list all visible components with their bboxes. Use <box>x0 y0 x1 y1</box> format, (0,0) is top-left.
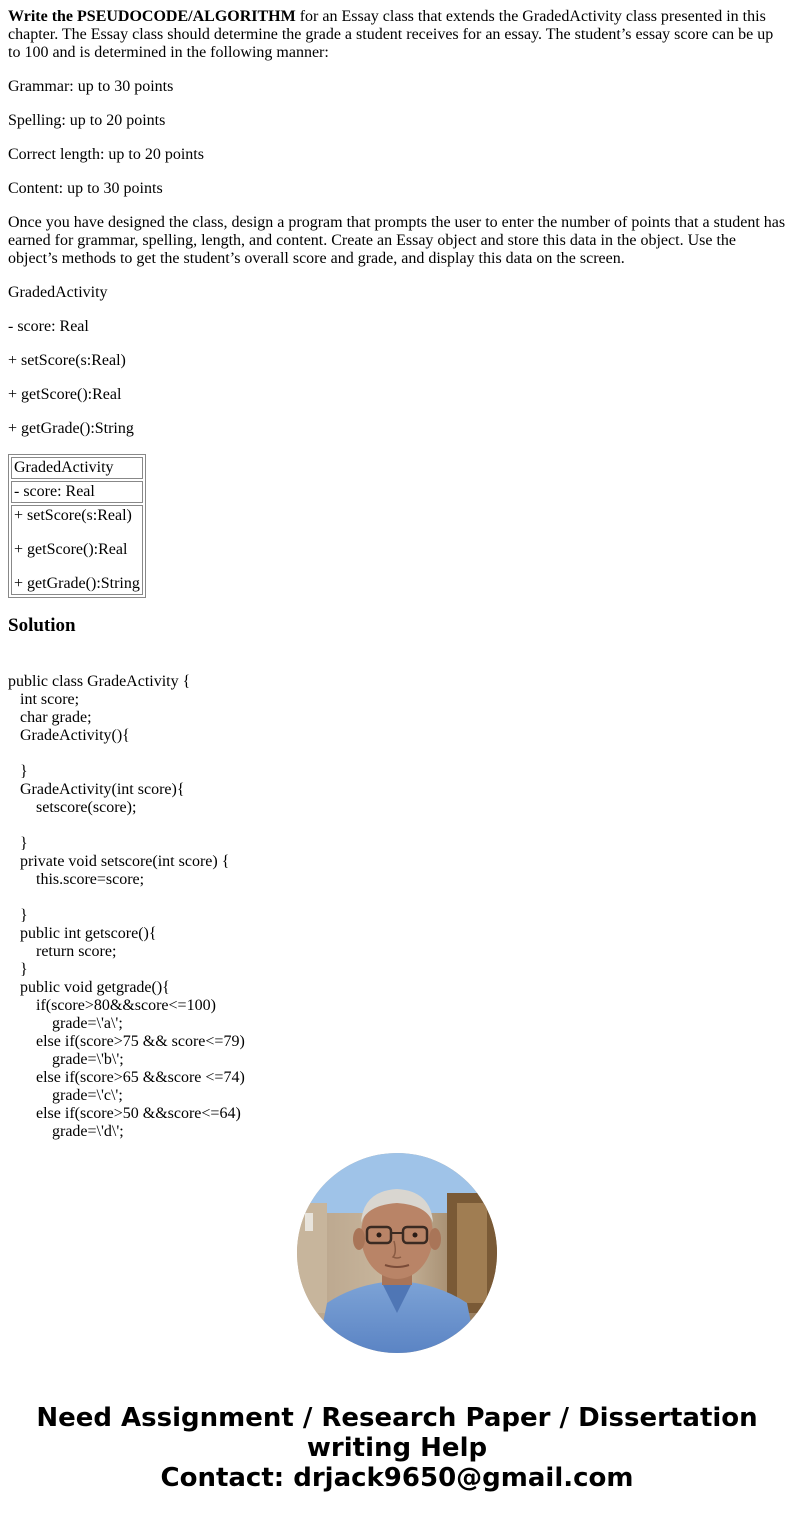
solution-code <box>8 655 786 1140</box>
uml-method: + getGrade():String <box>14 575 140 592</box>
uml-class-name: GradedActivity <box>11 457 143 479</box>
code-line <box>8 745 786 763</box>
uml-attribute: - score: Real <box>11 481 143 503</box>
code-line: } <box>8 835 28 852</box>
code-line: grade=\'b\'; <box>8 1051 124 1068</box>
code-line: grade=\'d\'; <box>8 1123 124 1140</box>
uml-method: + getScore():Real <box>14 541 128 558</box>
code-line: public class GradeActivity { <box>8 673 191 690</box>
class-line-setscore: + setScore(s:Real) <box>8 352 126 369</box>
question-intro <box>8 8 786 62</box>
class-line-attribute: - score: Real <box>8 318 89 335</box>
promo-banner <box>0 1403 794 1493</box>
code-line: this.score=score; <box>8 871 145 888</box>
uml-methods <box>11 505 143 595</box>
tutor-photo <box>297 1153 497 1353</box>
criterion-length: Correct length: up to 20 points <box>8 146 204 163</box>
code-line: GradeActivity(int score){ <box>8 781 185 798</box>
code-line <box>8 817 786 835</box>
code-line: return score; <box>8 943 117 960</box>
uml-class-table <box>8 454 146 598</box>
question-intro-text: for an Essay class that extends the GradedActivity class presented in this chapter. The Essay class should determine the grade a student receives for an essay. The student’s essay score can be up to 100 and is determined in the following manner: <box>8 8 774 61</box>
code-line: public void getgrade(){ <box>8 979 170 996</box>
code-line: } <box>8 907 28 924</box>
solution-heading: Solution <box>8 615 76 636</box>
class-line-getgrade: + getGrade():String <box>8 420 134 437</box>
code-line: else if(score>50 &&score<=64) <box>8 1105 241 1122</box>
question-bold-lead: Write the PSEUDOCODE/ALGORITHM <box>8 8 296 25</box>
code-line: } <box>8 961 28 978</box>
code-line <box>8 655 786 673</box>
promo-line: Need Assignment / Research Paper / Dissertation <box>36 1403 758 1433</box>
code-line: GradeActivity(){ <box>8 727 130 744</box>
code-line: private void setscore(int score) { <box>8 853 230 870</box>
criterion-grammar: Grammar: up to 30 points <box>8 78 174 95</box>
code-line: else if(score>65 &&score <=74) <box>8 1069 245 1086</box>
code-line: char grade; <box>8 709 92 726</box>
code-line: setscore(score); <box>8 799 137 816</box>
criterion-spelling: Spelling: up to 20 points <box>8 112 166 129</box>
uml-method: + setScore(s:Real) <box>14 507 132 524</box>
code-line: grade=\'a\'; <box>8 1015 123 1032</box>
code-line: grade=\'c\'; <box>8 1087 123 1104</box>
instructions-paragraph: Once you have designed the class, design a program that prompts the user to enter the number of points that a student has earned for grammar, spelling, length, and content. Create an Essay object and store this data in the object. Use the object’s methods to get the student’s overall score and grade, and display this data on the screen. <box>8 214 786 267</box>
class-line-name: GradedActivity <box>8 284 108 301</box>
promo-line: writing Help <box>306 1433 488 1463</box>
code-line: int score; <box>8 691 80 708</box>
promo-contact: Contact: drjack9650@gmail.com <box>160 1463 634 1493</box>
code-line: } <box>8 763 28 780</box>
code-line: if(score>80&&score<=100) <box>8 997 216 1014</box>
class-line-getscore: + getScore():Real <box>8 386 122 403</box>
code-line: public int getscore(){ <box>8 925 157 942</box>
code-line <box>8 889 786 907</box>
code-line: else if(score>75 && score<=79) <box>8 1033 245 1050</box>
criterion-content: Content: up to 30 points <box>8 180 163 197</box>
